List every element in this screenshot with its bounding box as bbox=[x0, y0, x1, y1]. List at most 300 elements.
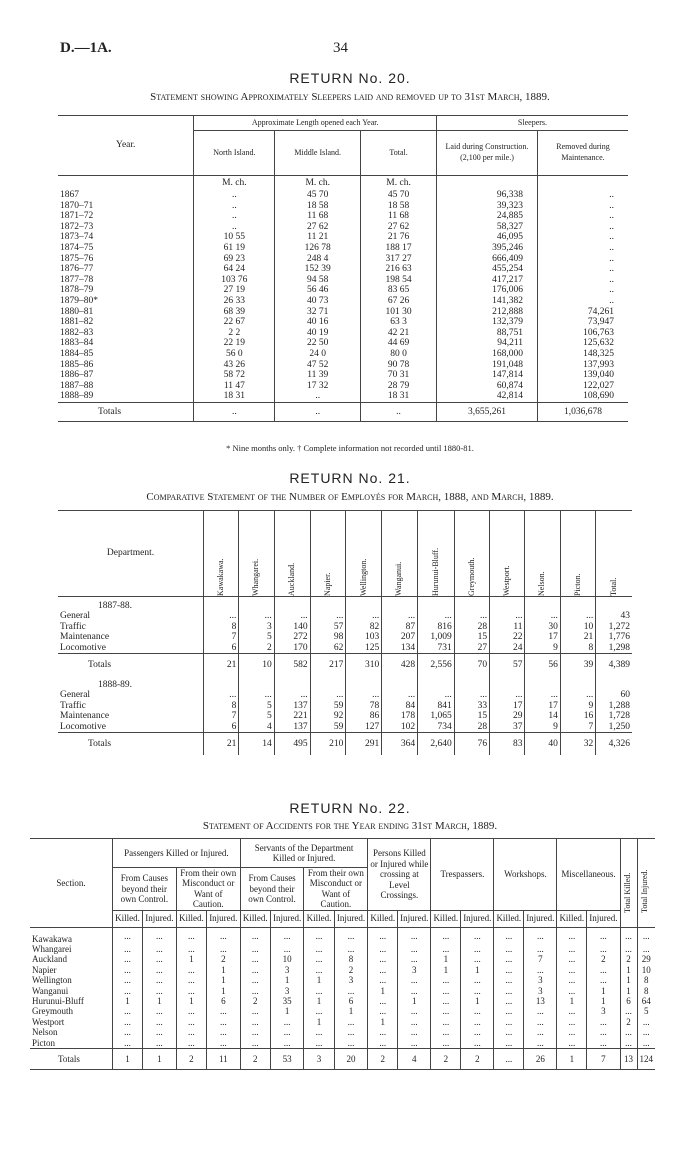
table-cell: 106,763 bbox=[538, 328, 628, 339]
empty-cell bbox=[203, 676, 238, 690]
table-cell: ... bbox=[587, 975, 620, 985]
table-cell: 61 19 bbox=[194, 243, 275, 254]
table-cell: 29 bbox=[490, 711, 525, 722]
table-cell: ... bbox=[557, 1017, 587, 1027]
table-row bbox=[58, 243, 628, 254]
total-cell: 1 bbox=[557, 1049, 587, 1070]
table-cell: ... bbox=[113, 1006, 143, 1016]
table-cell: 29 bbox=[637, 954, 655, 964]
table-cell: ... bbox=[143, 965, 177, 975]
table-cell: ... bbox=[270, 927, 304, 944]
table-cell: ... bbox=[398, 986, 431, 996]
table-cell: ... bbox=[557, 965, 587, 975]
col-header bbox=[525, 511, 560, 597]
section-label: Greymouth bbox=[32, 1006, 73, 1017]
table-cell: 1 bbox=[557, 996, 587, 1006]
table-cell: ... bbox=[239, 690, 274, 701]
table-cell: 44 69 bbox=[361, 338, 437, 349]
table-cell: 21 bbox=[560, 632, 595, 643]
table-cell: 74,261 bbox=[538, 307, 628, 318]
table-cell: 1 bbox=[113, 996, 143, 1006]
table-cell: .. bbox=[275, 391, 361, 402]
department-label: General bbox=[60, 690, 91, 700]
table-cell: ... bbox=[206, 927, 240, 944]
col-header bbox=[454, 511, 489, 597]
table-cell: 1 bbox=[304, 1017, 334, 1027]
empty-cell bbox=[239, 597, 274, 612]
table-cell: 1 bbox=[587, 996, 620, 1006]
table-cell: 87 bbox=[382, 622, 418, 633]
table-cell: ... bbox=[490, 690, 525, 701]
table-cell: ... bbox=[334, 944, 368, 954]
total-cell: 217 bbox=[310, 654, 346, 677]
table-cell: 7 bbox=[203, 632, 238, 643]
group-workshops: Workshops. bbox=[494, 839, 557, 911]
total-cell: 364 bbox=[382, 733, 418, 756]
table-cell: .. bbox=[538, 285, 628, 296]
table-cell: 24 0 bbox=[275, 349, 361, 360]
table-cell: ... bbox=[240, 954, 270, 964]
block-label: 1887-88. bbox=[98, 600, 133, 611]
table-cell: ... bbox=[368, 944, 398, 954]
table-cell: 168,000 bbox=[436, 349, 537, 360]
total-cell: 210 bbox=[310, 733, 346, 756]
table-cell: 2 bbox=[334, 965, 368, 975]
total-cell: 40 bbox=[525, 733, 560, 756]
year-label: 1875–76 bbox=[60, 253, 94, 264]
table-cell: ... bbox=[398, 1017, 431, 1027]
table-cell: ... bbox=[557, 954, 587, 964]
table-cell: 731 bbox=[418, 643, 455, 654]
table-cell: ... bbox=[461, 944, 494, 954]
year-label: 1876–77 bbox=[60, 264, 94, 275]
table-cell: 1,728 bbox=[596, 711, 632, 722]
table-cell: 417,217 bbox=[436, 275, 537, 286]
table-cell: 10 bbox=[637, 965, 655, 975]
table-cell: 69 23 bbox=[194, 254, 275, 265]
table-cell: ... bbox=[143, 975, 177, 985]
table-cell: 17 bbox=[525, 701, 560, 712]
table-row bbox=[58, 643, 632, 654]
table-cell: 21 76 bbox=[361, 232, 437, 243]
table-cell: ... bbox=[461, 1038, 494, 1049]
table-cell: 63 3 bbox=[361, 317, 437, 328]
total-cell: 1,036,678 bbox=[538, 402, 628, 421]
total-cell: .. bbox=[361, 402, 437, 421]
table-cell: 1 bbox=[368, 986, 398, 996]
total-cell: 4,389 bbox=[596, 654, 632, 677]
total-cell: 21 bbox=[203, 654, 238, 677]
table-cell: ... bbox=[206, 1006, 240, 1016]
group-passengers: Passengers Killed or Injured. bbox=[113, 839, 241, 868]
table-cell: 170 bbox=[274, 643, 310, 654]
table-cell: 134 bbox=[382, 643, 418, 654]
table-cell: 39,323 bbox=[436, 201, 537, 212]
table-cell: ... bbox=[461, 1027, 494, 1037]
table-cell: ... bbox=[206, 1027, 240, 1037]
table-cell: 9 bbox=[525, 722, 560, 733]
table-cell: 103 76 bbox=[194, 275, 275, 286]
table-cell: ... bbox=[240, 944, 270, 954]
block-label-row bbox=[58, 676, 632, 690]
table-cell: ... bbox=[461, 954, 494, 964]
table-cell: .. bbox=[538, 243, 628, 254]
table-row bbox=[58, 611, 632, 622]
table-cell: 841 bbox=[418, 701, 455, 712]
killed-header: Killed. bbox=[557, 910, 587, 927]
table-cell: ... bbox=[637, 944, 655, 954]
table-cell: 1 bbox=[206, 965, 240, 975]
table-cell: 1 bbox=[368, 1017, 398, 1027]
sub-misconduct: From their own Misconduct or Want of Caution. bbox=[176, 868, 240, 911]
total-cell: 10 bbox=[239, 654, 274, 677]
table-row bbox=[58, 254, 628, 265]
table-cell: ... bbox=[113, 1017, 143, 1027]
table-row bbox=[58, 307, 628, 318]
table-cell: 10 bbox=[270, 954, 304, 964]
table-cell: 13 bbox=[524, 996, 557, 1006]
table-cell: 666,409 bbox=[436, 254, 537, 265]
col-middle: Middle Island. bbox=[275, 131, 361, 176]
table-cell: 125,632 bbox=[538, 338, 628, 349]
table-cell: ... bbox=[274, 611, 310, 622]
table-cell: 8 bbox=[203, 622, 238, 633]
table-cell: ... bbox=[113, 1038, 143, 1049]
table-cell: 5 bbox=[637, 1006, 655, 1016]
table-cell: ... bbox=[557, 986, 587, 996]
table-cell: 22 67 bbox=[194, 317, 275, 328]
table-cell: ... bbox=[206, 944, 240, 954]
table-cell: 6 bbox=[620, 996, 637, 1006]
table-cell: 1,298 bbox=[596, 643, 632, 654]
table-row bbox=[58, 264, 628, 275]
table-cell: 58,327 bbox=[436, 222, 537, 233]
table-cell: 30 bbox=[525, 622, 560, 633]
table-cell: 5 bbox=[239, 711, 274, 722]
col-header-label: Wellington. bbox=[358, 558, 368, 596]
table-cell: 45 70 bbox=[361, 190, 437, 201]
table-cell: ... bbox=[524, 965, 557, 975]
table-cell: ... bbox=[304, 944, 334, 954]
killed-header: Killed. bbox=[431, 910, 461, 927]
table-cell: 1 bbox=[620, 965, 637, 975]
table-cell: ... bbox=[270, 1017, 304, 1027]
table-cell: 3 bbox=[587, 1006, 620, 1016]
year-label: 1884–85 bbox=[60, 348, 94, 359]
table-row bbox=[30, 1017, 655, 1027]
table-cell: 3 bbox=[524, 986, 557, 996]
table-cell: ... bbox=[143, 944, 177, 954]
table-cell: ... bbox=[176, 927, 206, 944]
table-cell: ... bbox=[524, 1027, 557, 1037]
table-cell: 26 33 bbox=[194, 296, 275, 307]
table-cell: 1 bbox=[270, 1006, 304, 1016]
table-cell: ... bbox=[368, 975, 398, 985]
col-header-label: Hurunui-Bluff. bbox=[430, 547, 440, 596]
table-cell: ... bbox=[143, 1017, 177, 1027]
table-cell: 176,006 bbox=[436, 285, 537, 296]
col-header bbox=[382, 511, 418, 597]
table-cell: ... bbox=[524, 927, 557, 944]
table-row bbox=[58, 190, 628, 201]
table-cell: ... bbox=[346, 690, 382, 701]
total-cell: 3,655,261 bbox=[436, 402, 537, 421]
col-header-label: Whangarei. bbox=[251, 558, 261, 596]
injured-header: Injured. bbox=[334, 910, 368, 927]
return20-subtitle: Statement showing Approximately Sleepers laid and removed up to 31st March, 1889. bbox=[150, 91, 550, 103]
table-cell: 17 bbox=[525, 632, 560, 643]
table-cell: 152 39 bbox=[275, 264, 361, 275]
table-cell: ... bbox=[560, 690, 595, 701]
table-cell: 3 bbox=[524, 975, 557, 985]
table-cell: .. bbox=[194, 190, 275, 201]
year-label: 1877–78 bbox=[60, 274, 94, 285]
totals-row bbox=[58, 733, 632, 756]
table-cell: 15 bbox=[454, 632, 489, 643]
table-cell: ... bbox=[270, 1038, 304, 1049]
table-cell: ... bbox=[176, 986, 206, 996]
total-cell: 7 bbox=[587, 1049, 620, 1070]
table-cell: 140 bbox=[274, 622, 310, 633]
table-cell: 10 55 bbox=[194, 232, 275, 243]
group-trespassers: Trespassers. bbox=[431, 839, 494, 911]
col-header-label: Kawakawa. bbox=[215, 558, 225, 596]
injured-header: Injured. bbox=[524, 910, 557, 927]
table-cell: ... bbox=[431, 944, 461, 954]
section-label: Hurunui-Bluff bbox=[32, 996, 84, 1007]
year-label: 1871–72 bbox=[60, 211, 94, 222]
table-cell: 10 bbox=[560, 622, 595, 633]
table-cell: ... bbox=[304, 1038, 334, 1049]
table-cell: 1 bbox=[461, 965, 494, 975]
table-cell: ... bbox=[334, 1038, 368, 1049]
department-label: General bbox=[60, 611, 91, 621]
section-label: Picton bbox=[32, 1037, 56, 1048]
table-cell: ... bbox=[368, 954, 398, 964]
empty-cell bbox=[560, 676, 595, 690]
return21-table bbox=[58, 510, 632, 755]
table-cell: ... bbox=[304, 927, 334, 944]
table-cell: 102 bbox=[382, 722, 418, 733]
table-cell: ... bbox=[398, 1027, 431, 1037]
table-cell: 11 47 bbox=[194, 381, 275, 392]
empty-cell bbox=[525, 597, 560, 612]
group-misc: Miscellaneous. bbox=[557, 839, 620, 911]
table-cell: 137 bbox=[274, 701, 310, 712]
table-row bbox=[30, 927, 655, 944]
table-cell: 27 19 bbox=[194, 285, 275, 296]
table-cell: 15 bbox=[454, 711, 489, 722]
table-cell: ... bbox=[398, 1038, 431, 1049]
table-cell: ... bbox=[346, 611, 382, 622]
total-cell: 495 bbox=[274, 733, 310, 756]
empty-cell bbox=[346, 676, 382, 690]
table-cell: ... bbox=[525, 690, 560, 701]
table-cell: ... bbox=[490, 611, 525, 622]
table-cell: .. bbox=[538, 211, 628, 222]
page-series-label: D.—1A. bbox=[60, 40, 112, 56]
table-cell: 126 78 bbox=[275, 243, 361, 254]
table-cell: 83 65 bbox=[361, 285, 437, 296]
table-cell: 60,874 bbox=[436, 381, 537, 392]
empty-cell bbox=[560, 597, 595, 612]
table-cell: ... bbox=[524, 1017, 557, 1027]
table-cell: 178 bbox=[382, 711, 418, 722]
table-cell: ... bbox=[587, 965, 620, 975]
col-header-label: Greymouth. bbox=[466, 557, 476, 596]
empty-cell bbox=[418, 676, 455, 690]
total-cell: 3 bbox=[304, 1049, 334, 1070]
table-cell: 68 39 bbox=[194, 307, 275, 318]
table-cell: 3 bbox=[270, 965, 304, 975]
return22-table bbox=[30, 838, 655, 1070]
table-cell: ... bbox=[461, 1006, 494, 1016]
col-header-label: Wanganui. bbox=[394, 561, 404, 596]
table-cell: ... bbox=[431, 986, 461, 996]
table-cell: .. bbox=[538, 296, 628, 307]
table-cell: .. bbox=[194, 211, 275, 222]
table-cell: 9 bbox=[560, 701, 595, 712]
table-row bbox=[58, 690, 632, 701]
table-cell: ... bbox=[310, 690, 346, 701]
table-cell: ... bbox=[431, 1038, 461, 1049]
table-cell: 86 bbox=[346, 711, 382, 722]
col-header bbox=[239, 511, 274, 597]
department-label: Traffic bbox=[60, 700, 86, 711]
table-cell: 1,250 bbox=[596, 722, 632, 733]
table-cell: 1 bbox=[461, 996, 494, 1006]
head-sleepers: Sleepers. bbox=[436, 116, 628, 131]
table-row bbox=[58, 349, 628, 360]
table-cell: ... bbox=[113, 1027, 143, 1037]
table-row bbox=[58, 701, 632, 712]
table-cell: ... bbox=[620, 1027, 637, 1037]
table-row bbox=[58, 285, 628, 296]
total-cell: 2 bbox=[176, 1049, 206, 1070]
table-cell: 3 bbox=[270, 986, 304, 996]
empty-cell bbox=[239, 676, 274, 690]
col-total: Total. bbox=[361, 131, 437, 176]
table-cell: ... bbox=[557, 1038, 587, 1049]
table-cell: 78 bbox=[346, 701, 382, 712]
table-cell: 2 bbox=[206, 954, 240, 964]
table-row bbox=[30, 975, 655, 985]
table-cell: ... bbox=[620, 1038, 637, 1049]
table-cell: ... bbox=[431, 1017, 461, 1027]
total-cell: 39 bbox=[560, 654, 595, 677]
table-cell: ... bbox=[203, 611, 238, 622]
table-cell: 5 bbox=[239, 632, 274, 643]
table-cell: ... bbox=[557, 1027, 587, 1037]
table-row bbox=[30, 986, 655, 996]
table-cell: 191,048 bbox=[436, 360, 537, 371]
table-cell: ... bbox=[431, 927, 461, 944]
total-cell: 2,556 bbox=[418, 654, 455, 677]
total-cell: 14 bbox=[239, 733, 274, 756]
table-cell: 43 26 bbox=[194, 360, 275, 371]
table-cell: ... bbox=[637, 1027, 655, 1037]
table-cell: 92 bbox=[310, 711, 346, 722]
group-crossings: Persons Killed or Injured while crossing at Level Crossings. bbox=[368, 839, 431, 911]
injured-header: Injured. bbox=[206, 910, 240, 927]
table-cell: 9 bbox=[525, 643, 560, 654]
table-cell: 1 bbox=[176, 954, 206, 964]
empty-cell bbox=[596, 597, 632, 612]
table-cell: 395,246 bbox=[436, 243, 537, 254]
table-cell: ... bbox=[334, 1017, 368, 1027]
table-cell: 6 bbox=[203, 643, 238, 654]
table-cell: ... bbox=[398, 944, 431, 954]
table-cell: 62 bbox=[310, 643, 346, 654]
table-row bbox=[58, 201, 628, 212]
table-cell: 11 39 bbox=[275, 370, 361, 381]
col-header-label: Auckland. bbox=[286, 562, 296, 596]
unit: M. ch. bbox=[194, 176, 275, 191]
total-cell: 2 bbox=[431, 1049, 461, 1070]
table-cell: 18 31 bbox=[361, 391, 437, 402]
table-cell: ... bbox=[557, 1006, 587, 1016]
table-cell: 272 bbox=[274, 632, 310, 643]
empty-cell bbox=[596, 676, 632, 690]
injured-header: Injured. bbox=[587, 910, 620, 927]
table-cell: 98 bbox=[310, 632, 346, 643]
table-row bbox=[58, 275, 628, 286]
year-label: 1885–86 bbox=[60, 359, 94, 370]
total-cell: 32 bbox=[560, 733, 595, 756]
total-cell: ... bbox=[494, 1049, 524, 1070]
table-cell: ... bbox=[304, 986, 334, 996]
table-cell: 1 bbox=[587, 986, 620, 996]
table-cell: 40 19 bbox=[275, 328, 361, 339]
table-cell: 1 bbox=[334, 1006, 368, 1016]
table-cell: 88,751 bbox=[436, 328, 537, 339]
table-cell: 90 78 bbox=[361, 360, 437, 371]
return20-footnote: * Nine months only. † Complete information not recorded until 1880-81. bbox=[226, 443, 474, 453]
block-label: 1888-89. bbox=[98, 679, 133, 690]
return20-title: RETURN No. 20. bbox=[289, 70, 411, 86]
unit: M. ch. bbox=[361, 176, 437, 191]
table-cell: .. bbox=[538, 232, 628, 243]
table-cell: 40 16 bbox=[275, 317, 361, 328]
year-label: 1878–79 bbox=[60, 285, 94, 296]
table-cell: ... bbox=[461, 975, 494, 985]
table-cell: ... bbox=[304, 965, 334, 975]
table-cell: ... bbox=[240, 927, 270, 944]
empty-cell bbox=[310, 597, 346, 612]
return22-title: RETURN No. 22. bbox=[289, 800, 411, 816]
section-label: Kawakawa bbox=[32, 933, 72, 944]
section-label: Napier bbox=[32, 964, 57, 975]
table-cell: 2 bbox=[587, 954, 620, 964]
year-label: 1880–81 bbox=[60, 306, 94, 317]
table-cell: ... bbox=[113, 975, 143, 985]
sub-misconduct: From their own Misconduct or Want of Caution. bbox=[304, 868, 368, 911]
total-cell: 76 bbox=[454, 733, 489, 756]
table-cell: 221 bbox=[274, 711, 310, 722]
injured-header: Injured. bbox=[461, 910, 494, 927]
killed-header: Killed. bbox=[368, 910, 398, 927]
table-cell: ... bbox=[113, 954, 143, 964]
section-label: Nelson bbox=[32, 1027, 58, 1038]
table-cell: 94,211 bbox=[436, 338, 537, 349]
section-label: Whangarei bbox=[32, 944, 72, 955]
col-removed: Removed during Maintenance. bbox=[538, 131, 628, 176]
table-cell: 127 bbox=[346, 722, 382, 733]
table-cell: 216 63 bbox=[361, 264, 437, 275]
table-cell: 139,040 bbox=[538, 370, 628, 381]
injured-header: Injured. bbox=[398, 910, 431, 927]
table-cell: ... bbox=[525, 611, 560, 622]
